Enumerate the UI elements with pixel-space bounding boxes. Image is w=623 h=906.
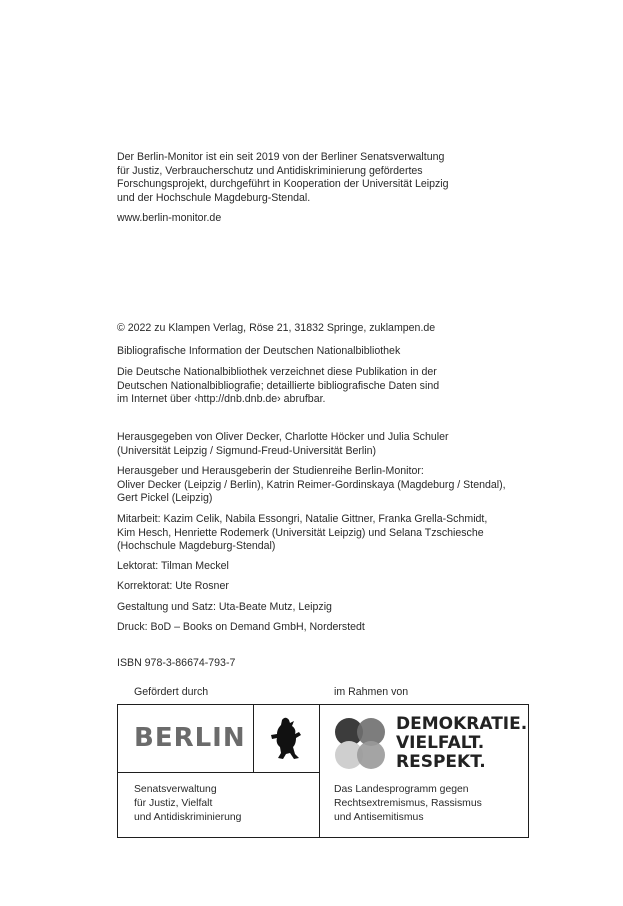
demokratie-circles-icon <box>332 715 390 773</box>
website-link[interactable]: www.berlin-monitor.de <box>117 212 222 224</box>
series-editors-line: Oliver Decker (Leipzig / Berlin), Katrin Reimer-Gordinskaya (Magdeburg / Stendal), <box>117 478 506 491</box>
berlin-sublabel-line: und Antidiskriminierung <box>134 812 242 823</box>
funding-note-line: Forschungsprojekt, durchgeführt in Kooperation der Universität Leipzig <box>117 178 449 191</box>
demokratie-title-line: DEMOKRATIE. <box>396 714 528 734</box>
demokratie-title-line: VIELFALT. <box>396 733 485 753</box>
staff <box>117 513 547 554</box>
korrektorat-credit: Korrektorat: Ute Rosner <box>117 580 229 592</box>
series-editors-line: Gert Pickel (Leipzig) <box>117 492 213 505</box>
staff-line: Mitarbeit: Kazim Celik, Nabila Essongri, Natalie Gittner, Franka Grella-Schmidt, <box>117 513 488 525</box>
divider-logos <box>319 705 320 837</box>
copyright-line: © 2022 zu Klampen Verlag, Röse 21, 31832 Springe, zuklampen.de <box>117 322 436 334</box>
funding-note-line: Der Berlin-Monitor ist ein seit 2019 von der Berliner Senatsverwaltung <box>117 151 445 163</box>
demokratie-title-line: RESPEKT. <box>396 752 486 772</box>
funding-logos <box>117 704 529 838</box>
berlin-wordmark: BERLIN <box>134 723 246 753</box>
staff-line: (Hochschule Magdeburg-Stendal) <box>117 540 276 553</box>
editors-line: (Universität Leipzig / Sigmund-Freud-Universität Berlin) <box>117 444 377 457</box>
demokratie-sublabel-line: und Antisemitismus <box>334 812 424 823</box>
demokratie-sublabel-line: Das Landesprogramm gegen <box>334 784 469 795</box>
divider-berlin-bear <box>253 705 254 773</box>
berlin-sublabel <box>134 783 241 825</box>
funding-note-line: und der Hochschule Magdeburg-Stendal. <box>117 191 311 204</box>
demokratie-sublabel-line: Rechtsextremismus, Rassismus <box>334 798 482 809</box>
staff-line: Kim Hesch, Henriette Rodemerk (Universität Leipzig) und Selana Tzschiesche <box>117 526 484 539</box>
bib-text-line: Deutschen Nationalbibliografie; detaillierte bibliografische Daten sind <box>117 379 440 392</box>
gestaltung-credit: Gestaltung und Satz: Uta-Beate Mutz, Leipzig <box>117 601 332 613</box>
berlin-sublabel-line: für Justiz, Vielfalt <box>134 798 213 809</box>
druck-credit: Druck: BoD – Books on Demand GmbH, Norderstedt <box>117 621 365 633</box>
series-editors <box>117 465 547 506</box>
bib-heading: Bibliografische Information der Deutschen Nationalbibliothek <box>117 345 401 357</box>
funding-note <box>117 151 547 205</box>
bib-text-line: im Internet über ‹http://dnb.dnb.de› abrufbar. <box>117 393 326 406</box>
series-editors-line: Herausgeber und Herausgeberin der Studienreihe Berlin-Monitor: <box>117 465 424 477</box>
demokratie-sublabel <box>334 783 482 825</box>
framework-caption: im Rahmen von <box>334 686 409 698</box>
bib-text <box>117 366 547 407</box>
funding-note-line: für Justiz, Verbraucherschutz und Antidiskriminierung gefördertes <box>117 164 423 177</box>
demokratie-title <box>396 715 527 772</box>
bib-text-line: Die Deutsche Nationalbibliothek verzeichnet diese Publikation in der <box>117 366 437 378</box>
berlin-sublabel-line: Senatsverwaltung <box>134 784 217 795</box>
divider-berlin-horizontal <box>118 772 320 773</box>
isbn: ISBN 978-3-86674-793-7 <box>117 657 236 669</box>
lektorat-credit: Lektorat: Tilman Meckel <box>117 560 229 572</box>
editors-line: Herausgegeben von Oliver Decker, Charlotte Höcker und Julia Schuler <box>117 431 449 443</box>
funded-by-caption: Gefördert durch <box>134 686 209 698</box>
editors <box>117 431 547 458</box>
berlin-bear-icon <box>268 717 304 763</box>
